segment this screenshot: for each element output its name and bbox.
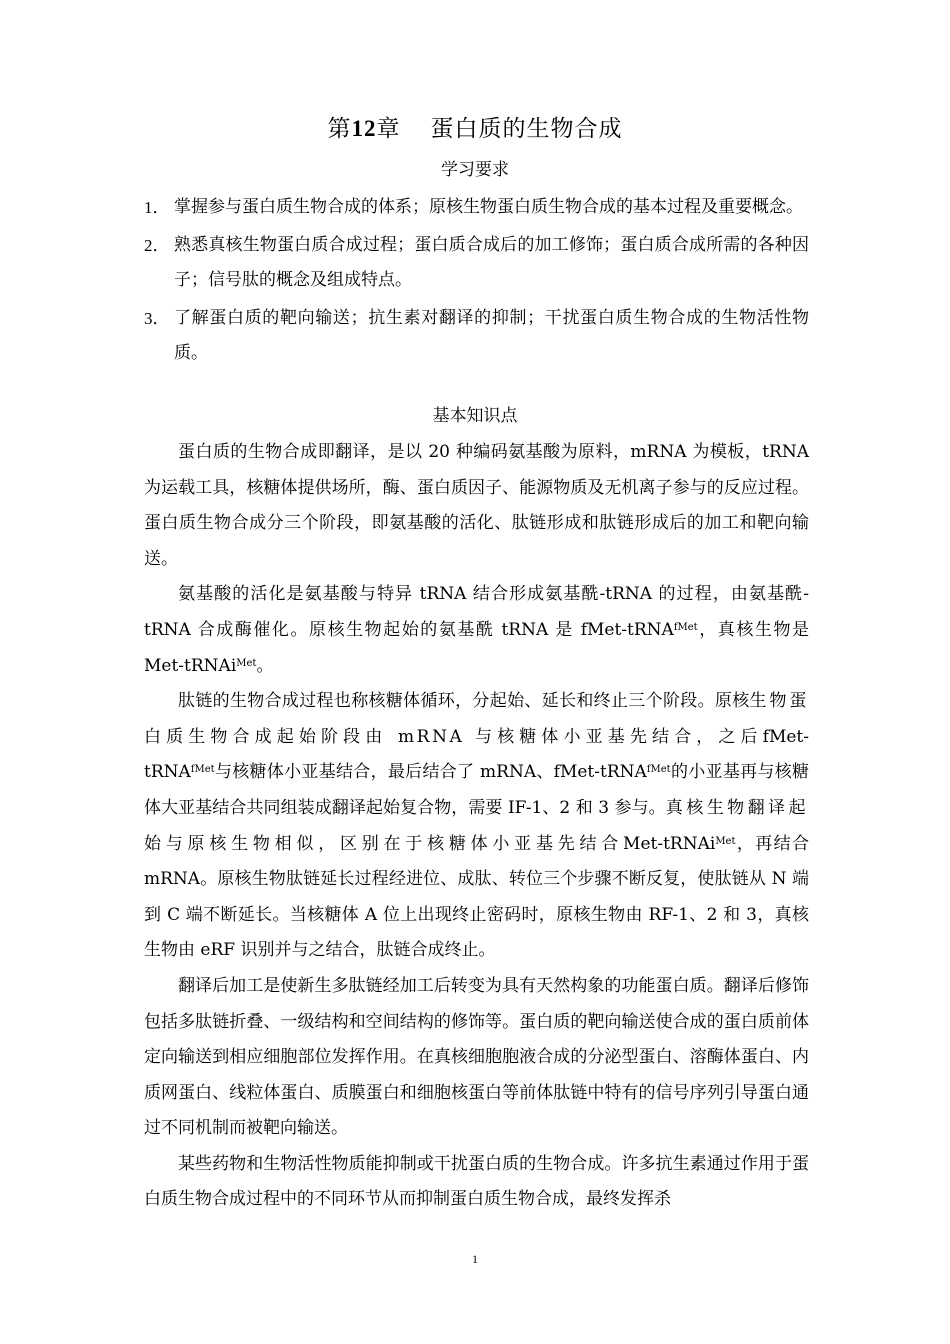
list-item-text: 熟悉真核生物蛋白质合成过程；蛋白质合成后的加工修饰；蛋白质合成所需的各种因子；信号肽的概念及组成特点。	[174, 235, 809, 290]
list-item	[144, 228, 809, 298]
paragraph-text: 。	[256, 655, 274, 676]
superscript: fMet	[673, 621, 698, 633]
chapter-suffix: 章	[376, 116, 401, 142]
list-item-number: 1．	[144, 198, 170, 217]
knowledge-body	[144, 435, 809, 1218]
paragraph-amino-acid-activation	[144, 577, 809, 684]
paragraph-post-translational: 翻译后加工是使新生多肽链经加工后转变为具有天然构象的功能蛋白质。翻译后修饰包括多肽链折叠、一级结构和空间结构的修饰等。蛋白质的靶向输送使合成的蛋白质前体定向输送到相应细胞部位发挥作用。在真核细胞胞液合成的分泌型蛋白、溶酶体蛋白、内质网蛋白、线粒体蛋白、质膜蛋白和细胞核蛋白等前体肽链中特有的信号序列引导蛋白通过不同机制而被靶向输送。	[144, 975, 809, 1139]
list-item	[144, 190, 809, 225]
paragraph-translation-overview: 蛋白质的生物合成即翻译，是以 20 种编码氨基酸为原料，mRNA 为模板，tRNA 为运载工具，核糖体提供场所，酶、蛋白质因子、能源物质及无机离子参与的反应过程。蛋白质生物合成分三个阶段，即氨基酸的活化、肽链形成和肽链形成后的加工和靶向输送。	[144, 442, 809, 569]
paragraph-text: 肽链的生物合成过程也称核糖体循环，分起始、延长和终止三个阶段。原核	[178, 691, 750, 712]
list-item	[144, 301, 809, 371]
superscript: fMet	[190, 764, 215, 776]
paragraph-text: 与核糖体小亚基结合，最后结合了 mRNA、fMet-tRNA	[214, 762, 647, 783]
superscript: fMet	[646, 764, 671, 776]
requirements-heading: 学习要求	[441, 160, 509, 180]
paragraph-text: Met-tRNAi	[623, 833, 716, 854]
paragraph-peptide-synthesis	[144, 684, 809, 969]
paragraph-text: ，真核生物是 Met-tRNAi	[144, 619, 809, 676]
paragraph-inhibitors: 某些药物和生物活性物质能抑制或干扰蛋白质的生物合成。许多抗生素通过作用于蛋白质生物合成过程中的不同环节从而抑制蛋白质生物合成，最终发挥杀	[144, 1153, 809, 1210]
page-number: 1	[472, 1252, 478, 1266]
chapter-title-text: 蛋白质的生物合成	[430, 116, 623, 142]
paragraph-text: 生物蛋白质生物合成起始阶段由 mRNA 与核糖体小亚基先结合，之后	[144, 691, 809, 747]
chapter-prefix: 第	[327, 116, 352, 142]
list-item-number: 2．	[144, 236, 170, 255]
paragraph-text: 真核生物翻译起始与原核生物相似，区别在于核糖体小亚基先结合	[144, 797, 809, 854]
superscript: Met	[715, 835, 736, 847]
superscript: Met	[236, 657, 257, 669]
paragraph-text: 的小亚基再与核糖体大亚基结合共同组装成翻译起始复合物，需要 IF-1、2 和 3 参与。	[144, 762, 810, 818]
list-item-number: 3．	[144, 309, 170, 328]
requirements-list	[144, 190, 809, 374]
paragraph-text: ，再结合 mRNA。原核生物肽链延长过程经进位、成肽、转位三个步骤不断反复，使肽链从 N 端到 C 端不断延长。当核糖体 A 位上出现终止密码时，原核生物由 RF-1、2 和 3，真核生物由 eRF 识别并与之结合，肽链合成终止。	[144, 833, 809, 961]
chapter-number: 12	[351, 116, 377, 141]
knowledge-heading: 基本知识点	[432, 406, 518, 426]
paragraph-text: 氨基酸的活化是氨基酸与特异 tRNA 结合形成氨基酰-tRNA 的过程，由氨基酰-tRNA 合成酶催化。原核生物起始的氨基酰 tRNA 是 fMet-tRNA	[144, 584, 809, 640]
list-item-text: 掌握参与蛋白质生物合成的体系；原核生物蛋白质生物合成的基本过程及重要概念。	[174, 197, 803, 217]
paragraph-text: fMet-tRNA	[144, 726, 809, 783]
list-item-text: 了解蛋白质的靶向输送；抗生素对翻译的抑制；干扰蛋白质生物合成的生物活性物质。	[174, 308, 809, 363]
chapter-title	[0, 112, 950, 146]
